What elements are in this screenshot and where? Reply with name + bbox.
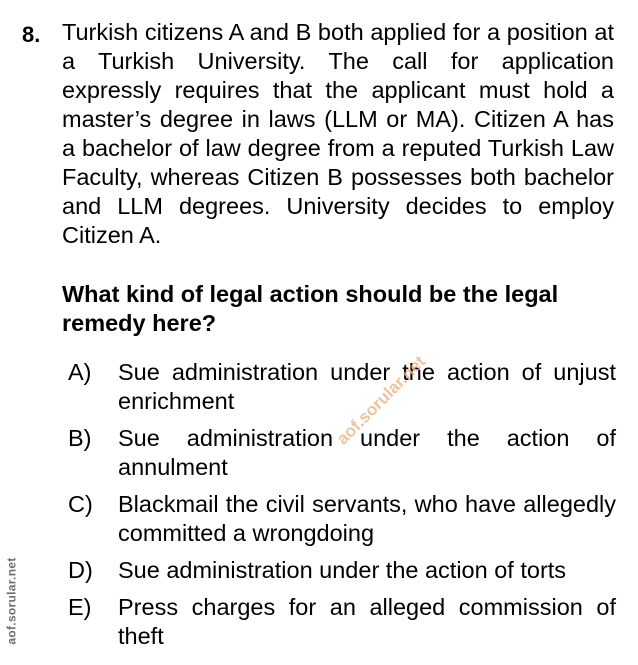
option-letter: A)	[68, 359, 92, 385]
option-letter: C)	[68, 491, 93, 517]
option-text: Sue administration under the action of torts	[118, 557, 567, 583]
option-text: Sue administration under the action of annulment	[118, 425, 616, 480]
option-text: Blackmail the civil servants, who have allegedly committed a wrongdoing	[118, 491, 616, 546]
diagonal-watermark: aof.sorular.net	[332, 352, 430, 449]
option-c[interactable]	[68, 490, 616, 548]
question-prompt: What kind of legal action should be the legal remedy here?	[62, 281, 559, 336]
option-d[interactable]	[68, 556, 616, 585]
option-text: Sue administration under the action of unjust enrichment	[118, 359, 616, 414]
option-letter: E)	[68, 594, 92, 620]
side-watermark: aof.sorular.net	[4, 557, 19, 645]
option-letter: D)	[68, 557, 93, 583]
question-stem: Turkish citizens A and B both applied for a position at a Turkish University. The call for application expressly requires that the applicant must hold a master’s degree in laws (LLM or MA). Citizen A has a bachelor of law degree from a reputed Turkish Law Faculty, whereas Citizen B possesses both bachelor and LLM degrees. University decides to employ Citizen A.	[62, 19, 614, 248]
option-letter: B)	[68, 425, 92, 451]
option-text: Press charges for an alleged commission of theft	[118, 594, 616, 649]
option-a[interactable]	[68, 358, 616, 416]
option-e[interactable]	[68, 593, 616, 651]
question-number: 8.	[22, 22, 41, 47]
answer-options	[68, 358, 616, 651]
